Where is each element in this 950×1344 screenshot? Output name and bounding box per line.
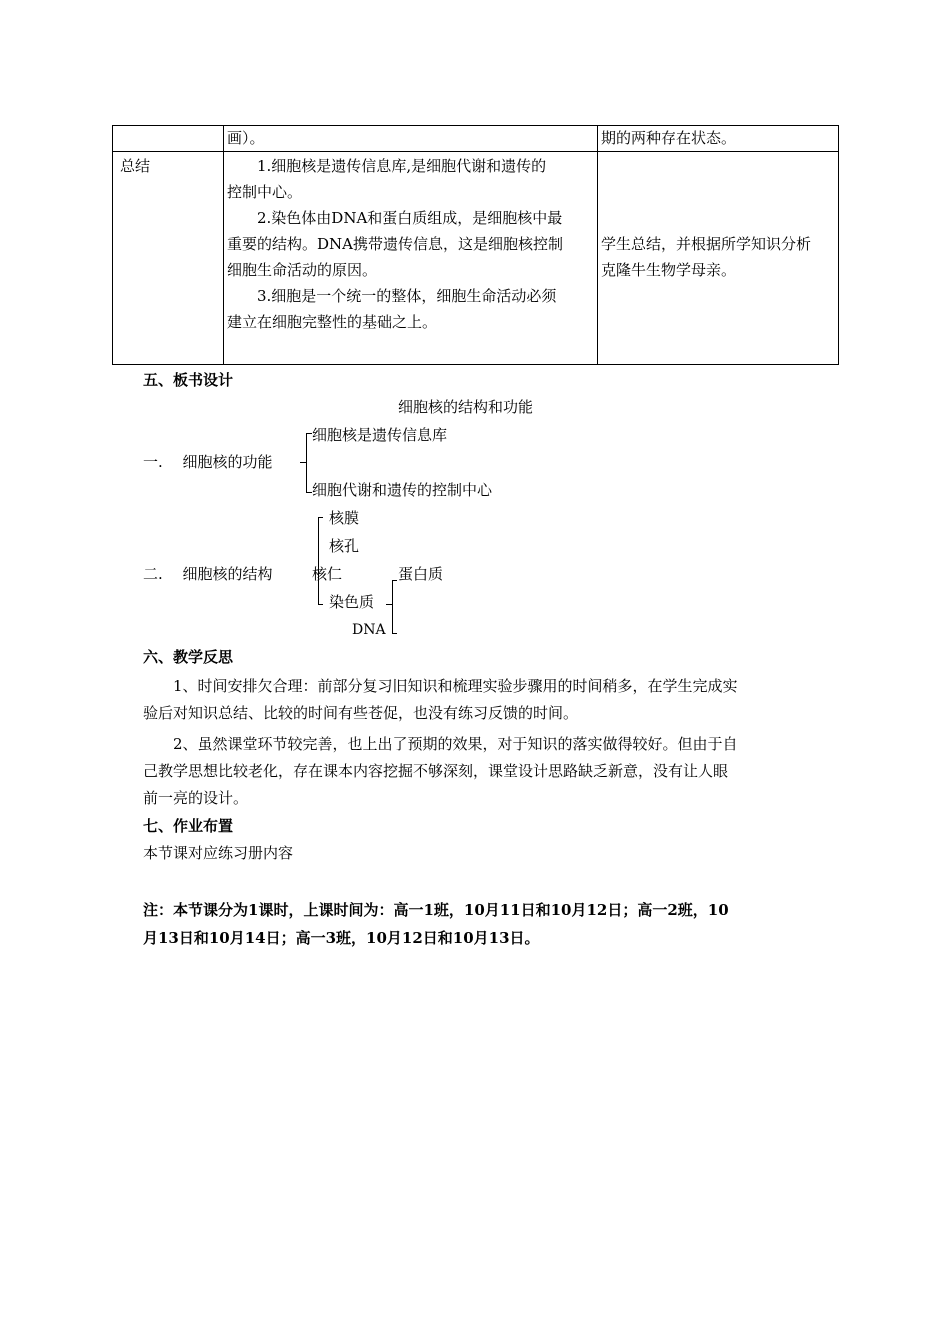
table-cell-prev-content: 画）。 <box>227 129 265 147</box>
reflection-line: 验后对知识总结、比较的时间有些苍促，也没有练习反馈的时间。 <box>143 704 579 722</box>
board-chromatin-item: DNA <box>352 622 386 638</box>
homework-content: 本节课对应练习册内容 <box>143 844 294 862</box>
table-cell-prev-activity: 期的两种存在状态。 <box>601 129 737 147</box>
summary-line: 2.染色体由DNA和蛋白质组成，是细胞核中最 <box>227 209 563 227</box>
reflection-line: 2、虽然课堂环节较完善，也上出了预期的效果，对于知识的落实做得较好。但由于自 <box>143 735 738 753</box>
summary-line: 建立在细胞完整性的基础之上。 <box>227 313 438 331</box>
board-chromatin-item: 蛋白质 <box>398 565 444 583</box>
schedule-note-line: 月13日和10月14日；高一3班，10月12日和10月13日。 <box>143 929 540 947</box>
reflection-line: 1、时间安排欠合理：前部分复习旧知识和梳理实验步骤用的时间稍多，在学生完成实 <box>143 677 738 695</box>
board-part1-item: 细胞代谢和遗传的控制中心 <box>312 481 493 499</box>
reflection-line: 前一亮的设计。 <box>143 789 249 807</box>
board-part1-label: 一. 细胞核的功能 <box>143 453 273 471</box>
section-heading-board-design: 五、板书设计 <box>143 371 234 389</box>
board-title: 细胞核的结构和功能 <box>398 398 534 416</box>
summary-line: 重要的结构。DNA携带遗传信息，这是细胞核控制 <box>227 235 563 253</box>
summary-line: 3.细胞是一个统一的整体，细胞生命活动必须 <box>227 287 557 305</box>
board-part2-item: 核膜 <box>329 509 360 527</box>
section-heading-homework: 七、作业布置 <box>143 817 234 835</box>
reflection-line: 己教学思想比较老化，存在课本内容挖掘不够深刻，课堂设计思路缺乏新意，没有让人眼 <box>143 762 729 780</box>
schedule-note-line: 注：本节课分为1课时，上课时间为：高一1班，10月11日和10月12日；高一2班，10 <box>143 901 729 919</box>
board-part2-item: 核孔 <box>329 537 360 555</box>
activity-line: 克隆牛生物学母亲。 <box>601 261 737 279</box>
board-part2-label: 二. 细胞核的结构 <box>143 565 273 583</box>
summary-line: 1.细胞核是遗传信息库,是细胞代谢和遗传的 <box>227 157 547 175</box>
activity-line: 学生总结，并根据所学知识分析 <box>601 235 812 253</box>
summary-line: 控制中心。 <box>227 183 303 201</box>
board-part1-item: 细胞核是遗传信息库 <box>312 426 448 444</box>
summary-line: 细胞生命活动的原因。 <box>227 261 378 279</box>
board-part2-item: 核仁 <box>312 565 343 583</box>
section-heading-reflection: 六、教学反思 <box>143 648 234 666</box>
board-part2-item: 染色质 <box>329 593 375 611</box>
lesson-table <box>112 125 839 365</box>
table-cell-summary-label: 总结 <box>120 157 151 175</box>
